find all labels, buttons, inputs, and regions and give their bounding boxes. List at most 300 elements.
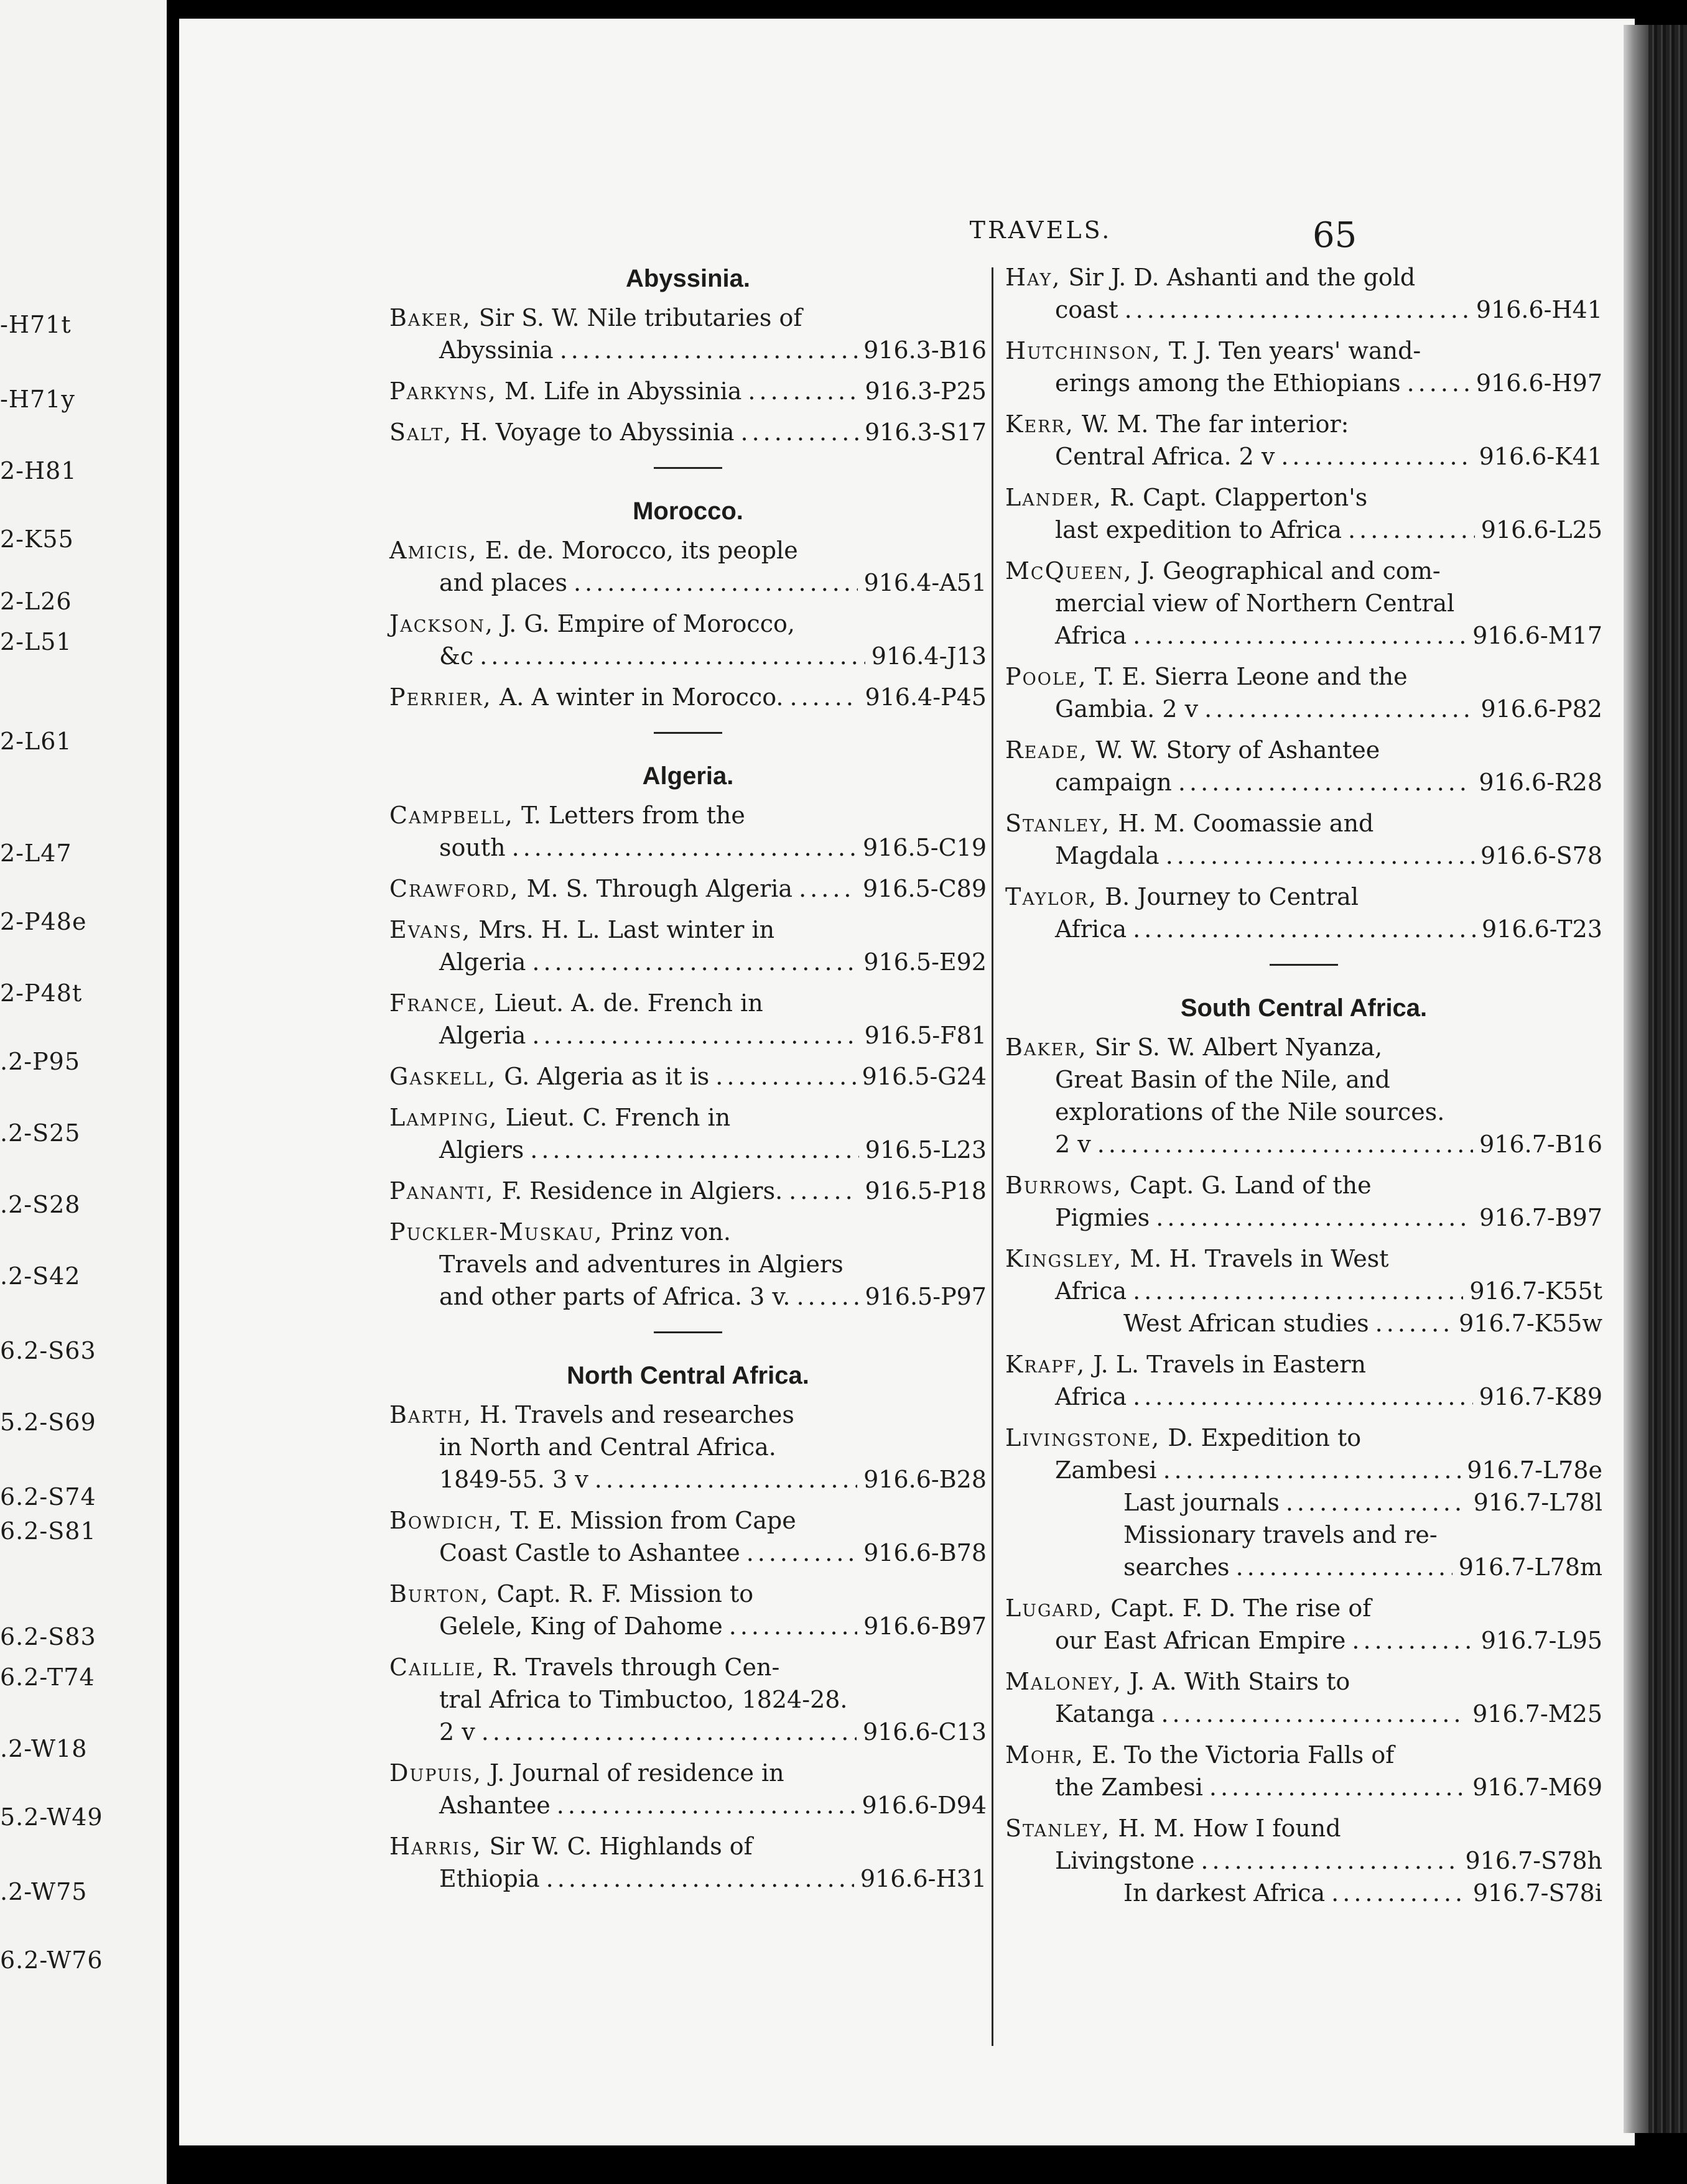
entry-author: Salt, — [389, 419, 453, 446]
entry-last-line — [1005, 913, 1602, 945]
entry-title-end: Coast Castle to Ashantee — [439, 1539, 740, 1566]
entry-title: Lieut. C. French in — [498, 1104, 731, 1131]
entry-title: E. de. Morocco, its people — [477, 537, 798, 564]
dot-leader — [1204, 693, 1474, 725]
section-heading: North Central Africa. — [567, 1362, 809, 1389]
entry-author: France, — [389, 989, 487, 1017]
call-number: 916.7-B16 — [1479, 1131, 1602, 1158]
entry-title-end: Katanga — [1055, 1700, 1155, 1728]
entry-last-line — [389, 831, 987, 864]
catalog-entry — [1005, 555, 1602, 652]
dot-leader — [532, 1019, 858, 1052]
call-number: 916.7-S78h — [1465, 1847, 1602, 1874]
entry-continuation: explorations of the Nile sources. — [1055, 1098, 1445, 1126]
entry-author: Mohr, — [1005, 1741, 1084, 1769]
dot-leader — [546, 1862, 854, 1895]
dot-leader — [1281, 440, 1472, 473]
call-number: 916.5-L23 — [865, 1136, 987, 1164]
entry-last-line — [1005, 1844, 1602, 1877]
margin-call-number: 5.2-W49 — [0, 1803, 103, 1831]
entry-first-line — [1005, 1242, 1602, 1275]
entry-last-line — [1005, 840, 1602, 872]
entry-text — [389, 1060, 709, 1093]
entry-author: Campbell, — [389, 802, 514, 829]
entry-title: M. S. Through Algeria — [519, 875, 793, 902]
entry-title-end: the Zambesi — [1055, 1774, 1203, 1801]
running-title: TRAVELS. — [969, 216, 1112, 244]
dot-leader — [512, 831, 857, 864]
catalog-entry — [1005, 1665, 1602, 1730]
entry-author: Perrier, — [389, 683, 492, 711]
call-number: 916.3-B16 — [863, 336, 987, 364]
catalog-entry — [1005, 1592, 1602, 1657]
entry-title: Sir J. D. Ashanti and the gold — [1061, 264, 1416, 291]
call-number: 916.6-B97 — [863, 1613, 987, 1640]
margin-call-number: .2-P95 — [0, 1048, 81, 1075]
call-number: 916.3-P25 — [865, 377, 987, 405]
entry-first-line — [1005, 1665, 1602, 1698]
entry-first-line — [389, 534, 987, 567]
call-number: 916.6-S78 — [1480, 842, 1602, 869]
dot-leader — [574, 567, 858, 599]
margin-call-number: 6.2-T74 — [0, 1663, 95, 1691]
entry-text — [389, 416, 734, 448]
entry-author: Hutchinson, — [1005, 337, 1161, 364]
entry-title: Capt. G. Land of the — [1122, 1172, 1372, 1199]
section-rule — [654, 467, 722, 469]
entry-first-line — [389, 1651, 987, 1683]
entry-first-line — [389, 987, 987, 1019]
entry-last-line — [389, 1716, 987, 1748]
entry-author: Parkyns, — [389, 377, 497, 405]
entry-title-end: 1849-55. 3 v — [439, 1466, 588, 1493]
call-number: 916.4-J13 — [871, 642, 987, 670]
entry-last-line — [389, 1019, 987, 1052]
entry-title: F. Residence in Algiers. — [494, 1177, 783, 1205]
call-number: 916.6-B78 — [863, 1539, 987, 1566]
entry-first-line — [389, 1399, 987, 1431]
catalog-entry — [389, 1757, 987, 1821]
entry-last-line — [389, 1537, 987, 1569]
entry-line — [389, 1175, 987, 1207]
dot-leader — [748, 375, 858, 407]
margin-call-number: 2-L61 — [0, 728, 72, 755]
sub-entry-title: Last journals — [1123, 1489, 1280, 1516]
dot-leader — [1286, 1486, 1467, 1519]
entry-title: J. Journal of residence in — [481, 1759, 784, 1787]
entry-last-line — [1005, 1201, 1602, 1234]
entry-first-line — [389, 799, 987, 831]
entry-first-line — [1005, 807, 1602, 840]
entry-author: Hay, — [1005, 264, 1061, 291]
margin-call-number: 2-P48e — [0, 908, 87, 935]
margin-call-number: 2-L26 — [0, 588, 72, 615]
entry-first-line — [1005, 1739, 1602, 1771]
entry-author: Puckler-Muskau, — [389, 1218, 603, 1246]
call-number: 916.6-H41 — [1476, 296, 1602, 323]
section-rule — [654, 732, 722, 734]
call-number: 916.5-E92 — [863, 948, 987, 976]
entry-last-line — [1005, 1698, 1602, 1730]
entry-title: T. E. Mission from Cape — [503, 1507, 796, 1534]
margin-call-number: 2-P48t — [0, 979, 83, 1007]
section-rule — [1270, 964, 1338, 966]
entry-title-end: Pigmies — [1055, 1204, 1150, 1231]
entry-author: Barth, — [389, 1401, 472, 1428]
call-number: 916.6-H31 — [860, 1865, 987, 1892]
entry-last-line — [389, 1862, 987, 1895]
margin-call-number: 6.2-S81 — [0, 1517, 96, 1545]
entry-first-line — [1005, 335, 1602, 367]
dot-leader — [1133, 619, 1466, 652]
entry-line — [389, 872, 987, 905]
entry-title: Prinz von. — [603, 1218, 731, 1246]
call-number: 916.5-F81 — [864, 1022, 987, 1049]
entry-last-line — [389, 334, 987, 366]
entry-last-line — [389, 1134, 987, 1166]
entry-title: H. M. How I found — [1110, 1815, 1341, 1842]
catalog-entry — [389, 1830, 987, 1895]
entry-first-line — [389, 1216, 987, 1248]
entry-title-end: south — [439, 834, 506, 861]
dot-leader — [1209, 1771, 1466, 1803]
dot-leader — [1236, 1551, 1452, 1583]
entry-title: J. L. Travels in Eastern — [1085, 1351, 1366, 1378]
catalog-section — [389, 467, 987, 713]
sub-entry — [1005, 1551, 1602, 1583]
call-number: 916.6-D94 — [862, 1792, 987, 1819]
dot-leader — [1161, 1698, 1466, 1730]
entry-author: Dupuis, — [389, 1759, 482, 1787]
entry-continuation: Travels and adventures in Algiers — [439, 1251, 844, 1278]
dot-leader — [1201, 1844, 1459, 1877]
entry-author: Burrows, — [1005, 1172, 1122, 1199]
entry-author: Poole, — [1005, 663, 1087, 690]
dot-leader — [1407, 367, 1470, 399]
entry-first-line — [1005, 481, 1602, 514]
catalog-entry — [1005, 1739, 1602, 1803]
entry-last-line — [389, 1463, 987, 1496]
entry-first-line — [389, 1830, 987, 1862]
entry-first-line — [1005, 1592, 1602, 1624]
call-number: 916.6-L25 — [1480, 516, 1602, 544]
entry-title-end: &c — [439, 642, 474, 670]
margin-call-number: -H71t — [0, 311, 72, 338]
entry-text — [389, 1175, 783, 1207]
catalog-entry — [389, 914, 987, 978]
entry-author: Reade, — [1005, 736, 1089, 764]
entry-first-line — [1005, 555, 1602, 587]
entry-last-line — [1005, 1381, 1602, 1413]
entry-last-line — [389, 1280, 987, 1313]
entry-title: A. A winter in Morocco. — [491, 683, 784, 711]
margin-call-number: 2-L51 — [0, 628, 72, 655]
entry-title: Sir S. W. Nile tributaries of — [471, 304, 802, 331]
entry-author: Evans, — [389, 916, 472, 943]
entry-title-end: Zambesi — [1055, 1456, 1157, 1484]
entry-author: Jackson, — [389, 610, 494, 637]
entry-last-line — [1005, 766, 1602, 798]
catalog-entry — [389, 1578, 987, 1642]
entry-title-end: Livingstone — [1055, 1847, 1195, 1874]
entry-title: Mrs. H. L. Last winter in — [471, 916, 775, 943]
entry-last-line — [1005, 1275, 1602, 1307]
entry-author: Krapf, — [1005, 1351, 1086, 1378]
catalog-entry — [1005, 1812, 1602, 1909]
entry-title: G. Algeria as it is — [496, 1063, 710, 1090]
dot-leader — [1133, 1275, 1463, 1307]
entry-author: Caillie, — [389, 1654, 485, 1681]
catalog-entry — [1005, 335, 1602, 399]
margin-call-number: .2-S42 — [0, 1262, 81, 1290]
dot-leader — [789, 1175, 858, 1207]
entry-title: T. Letters from the — [513, 802, 745, 829]
entry-title-end: Africa — [1055, 915, 1127, 943]
catalog-entry — [1005, 807, 1602, 872]
entry-first-line — [1005, 1031, 1602, 1063]
dot-leader — [729, 1610, 857, 1642]
dot-leader — [530, 1134, 859, 1166]
dot-leader — [796, 1280, 858, 1313]
entry-title-end: 2 v — [1055, 1131, 1091, 1158]
entry-author: Harris, — [389, 1833, 482, 1860]
call-number: 916.5-C19 — [862, 834, 987, 861]
entry-first-line — [1005, 1169, 1602, 1201]
entry-title-end: coast — [1055, 296, 1118, 323]
entry-continuation: Great Basin of the Nile, and — [1055, 1066, 1390, 1093]
entry-author: Baker, — [389, 304, 472, 331]
entry-title-end: Algeria — [439, 948, 526, 976]
catalog-entry — [389, 987, 987, 1052]
entry-first-line — [1005, 1812, 1602, 1844]
entry-title: J. Geographical and com- — [1132, 557, 1441, 585]
call-number: 916.4-A51 — [863, 569, 987, 596]
entry-title: H. Voyage to Abyssinia — [452, 419, 735, 446]
entry-last-line — [1005, 1128, 1602, 1160]
entry-author: Kerr, — [1005, 410, 1074, 438]
dot-leader — [1166, 840, 1474, 872]
catalog-entry — [389, 302, 987, 366]
catalog-section — [389, 1331, 987, 1895]
entry-author: McQueen, — [1005, 557, 1133, 585]
dot-leader — [1133, 913, 1476, 945]
dot-leader — [1125, 294, 1470, 326]
entry-author: Stanley, — [1005, 810, 1111, 837]
entry-title: W. W. Story of Ashantee — [1088, 736, 1380, 764]
dot-leader — [480, 640, 865, 672]
catalog-entry — [389, 1651, 987, 1748]
call-number: 916.6-B28 — [863, 1466, 987, 1493]
entry-last-line — [1005, 514, 1602, 546]
entry-last-line — [1005, 367, 1602, 399]
dot-leader — [1133, 1381, 1473, 1413]
entry-title: Lieut. A. de. French in — [486, 989, 763, 1017]
catalog-entry — [389, 1504, 987, 1569]
dot-leader — [1163, 1454, 1461, 1486]
entry-title: Sir W. C. Highlands of — [481, 1833, 753, 1860]
call-number: 916.5-C89 — [862, 875, 987, 902]
entry-author: Amicis, — [389, 537, 478, 564]
entry-line — [389, 1060, 987, 1093]
call-number: 916.7-K89 — [1479, 1383, 1602, 1410]
sub-entry-title: West African studies — [1123, 1310, 1369, 1337]
entry-first-line — [1005, 881, 1602, 913]
entry-author: Burton, — [389, 1580, 490, 1608]
catalog-entry — [1005, 1348, 1602, 1413]
entry-last-line — [1005, 294, 1602, 326]
page-header — [739, 199, 1361, 256]
margin-call-number: 2-H81 — [0, 457, 77, 484]
entry-title-end: campaign — [1055, 769, 1172, 796]
entry-text — [389, 681, 783, 713]
catalog-entry — [389, 375, 987, 407]
entry-author: Crawford, — [389, 875, 519, 902]
section-rule — [654, 1331, 722, 1333]
entry-first-line — [389, 1578, 987, 1610]
right-column — [1005, 261, 1602, 1918]
entry-title-end: last expedition to Africa — [1055, 516, 1342, 544]
entry-continuation: in North and Central Africa. — [439, 1433, 776, 1461]
entry-author: Gaskell, — [389, 1063, 497, 1090]
entry-text — [389, 375, 741, 407]
margin-call-number: 2-K55 — [0, 525, 74, 553]
catalog-section — [389, 261, 987, 448]
entry-continuation: tral Africa to Timbuctoo, 1824-28. — [439, 1686, 848, 1713]
entry-title-end: Central Africa. 2 v — [1055, 443, 1275, 470]
catalog-entry — [389, 534, 987, 599]
entry-line — [389, 681, 987, 713]
entry-title-end: our East African Empire — [1055, 1627, 1346, 1654]
entry-title-end: Africa — [1055, 1277, 1127, 1305]
entry-last-line — [1005, 619, 1602, 652]
sub-entry — [1005, 1486, 1602, 1519]
dot-leader — [1097, 1128, 1473, 1160]
catalog-entry — [1005, 261, 1602, 326]
catalog-entry — [389, 416, 987, 448]
entry-title-end: Gelele, King of Dahome — [439, 1613, 723, 1640]
call-number: 916.4-P45 — [865, 683, 987, 711]
catalog-entry — [1005, 1031, 1602, 1160]
catalog-section — [389, 732, 987, 1313]
column-divider — [992, 267, 993, 2046]
entry-title: D. Expedition to — [1160, 1424, 1362, 1451]
entry-last-line — [389, 567, 987, 599]
dot-leader — [560, 334, 857, 366]
dot-leader — [532, 946, 857, 978]
sub-entry — [1005, 1877, 1602, 1909]
catalog-entry — [389, 1399, 987, 1496]
call-number: 916.7-L78e — [1467, 1456, 1602, 1484]
dot-leader — [1331, 1877, 1467, 1909]
section-heading: Abyssinia. — [625, 265, 751, 292]
margin-call-number: -H71y — [0, 386, 75, 413]
dot-leader — [746, 1537, 857, 1569]
margin-call-number: .2-S28 — [0, 1191, 81, 1218]
catalog-entry — [1005, 660, 1602, 725]
entry-first-line — [389, 914, 987, 946]
entry-title-end: Africa — [1055, 1383, 1127, 1410]
entry-first-line — [1005, 1348, 1602, 1381]
entry-first-line — [389, 1504, 987, 1537]
call-number: 916.7-L78l — [1473, 1489, 1602, 1516]
entry-title: T. E. Sierra Leone and the — [1087, 663, 1408, 690]
entry-last-line — [1005, 1771, 1602, 1803]
entry-title-end: Ethiopia — [439, 1865, 540, 1892]
call-number: 916.6-C13 — [862, 1718, 987, 1746]
entry-title: E. To the Victoria Falls of — [1084, 1741, 1395, 1769]
call-number: 916.7-M25 — [1472, 1700, 1602, 1728]
call-number: 916.7-L78m — [1458, 1553, 1602, 1581]
catalog-entry — [389, 872, 987, 905]
entry-author: Pananti, — [389, 1177, 495, 1205]
call-number: 916.6-P82 — [1480, 695, 1602, 723]
previous-page-margin — [0, 0, 167, 2184]
entry-last-line — [389, 946, 987, 978]
entry-first-line — [1005, 261, 1602, 294]
entry-title: T. J. Ten years' wand- — [1161, 337, 1421, 364]
call-number: 916.7-K55w — [1459, 1310, 1602, 1337]
entry-first-line — [1005, 660, 1602, 693]
call-number: 916.7-S78i — [1472, 1879, 1602, 1907]
entry-last-line — [389, 1610, 987, 1642]
entry-first-line — [1005, 1422, 1602, 1454]
catalog-entry — [1005, 481, 1602, 546]
catalog-entry — [389, 681, 987, 713]
entry-author: Livingstone, — [1005, 1424, 1161, 1451]
entry-author: Taylor, — [1005, 883, 1098, 910]
section-heading: Morocco. — [633, 497, 743, 525]
entry-title: M. Life in Abyssinia — [496, 377, 742, 405]
catalog-page — [179, 19, 1635, 2145]
margin-call-number: 5.2-S69 — [0, 1409, 96, 1436]
catalog-entry — [389, 799, 987, 864]
catalog-section — [1005, 964, 1602, 1909]
catalog-entry — [389, 1175, 987, 1207]
call-number: 916.5-G24 — [862, 1063, 987, 1090]
entry-title-end: Africa — [1055, 622, 1127, 649]
entry-title: W. M. The far interior: — [1074, 410, 1349, 438]
catalog-entry — [1005, 1422, 1602, 1583]
dot-leader — [1352, 1624, 1474, 1657]
call-number: 916.7-M69 — [1472, 1774, 1602, 1801]
call-number: 916.7-L95 — [1480, 1627, 1602, 1654]
entry-title: Sir S. W. Albert Nyanza, — [1087, 1034, 1383, 1061]
entry-title-end: and other parts of Africa. 3 v. — [439, 1283, 791, 1310]
call-number: 916.6-H97 — [1476, 369, 1602, 397]
call-number: 916.7-B97 — [1479, 1204, 1602, 1231]
entry-author: Lamping, — [389, 1104, 498, 1131]
entry-author: Lander, — [1005, 484, 1103, 511]
entry-last-line — [389, 640, 987, 672]
entry-line — [389, 375, 987, 407]
entry-title-end: Algeria — [439, 1022, 526, 1049]
margin-call-number: 6.2-W76 — [0, 1946, 103, 1974]
dot-leader — [1178, 766, 1473, 798]
section-heading: Algeria. — [642, 762, 734, 790]
entry-last-line — [1005, 1454, 1602, 1486]
dot-leader — [799, 872, 857, 905]
entry-last-line — [389, 1789, 987, 1821]
margin-call-number: .2-S25 — [0, 1119, 81, 1147]
call-number: 916.7-K55t — [1469, 1277, 1602, 1305]
entry-title: M. H. Travels in West — [1122, 1245, 1389, 1272]
entry-first-line — [389, 302, 987, 334]
sub-entry-title: In darkest Africa — [1123, 1879, 1326, 1907]
call-number: 916.6-M17 — [1472, 622, 1602, 649]
dot-leader — [740, 416, 858, 448]
entry-last-line — [1005, 1624, 1602, 1657]
call-number: 916.6-R28 — [1479, 769, 1602, 796]
